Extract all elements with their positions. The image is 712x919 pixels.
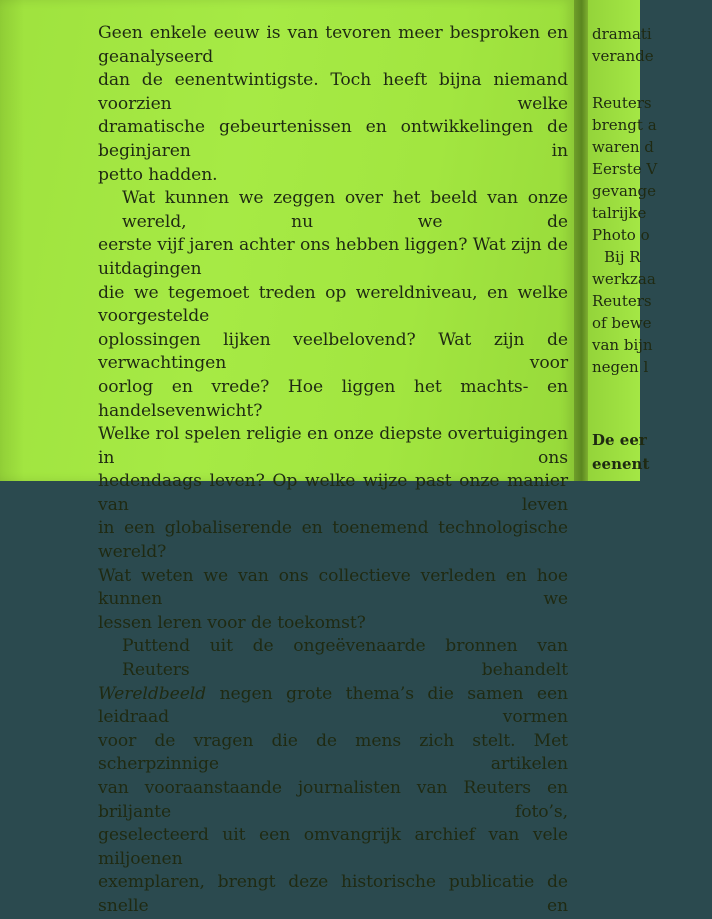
right-text-fragment: Bij R [604,248,641,266]
text-line [98,683,568,730]
right-text-fragment: gevange [592,182,657,200]
text-line: lessen leren voor de toekomst? [98,612,366,633]
right-text-fragment: talrijke [592,204,647,222]
text-line: die we tegemoet treden op wereldniveau, en welke voorgestelde [98,282,568,327]
paragraph-3 [98,635,568,918]
right-text-fragment: of bewe [592,314,652,332]
book-title: Wereldbeeld [98,683,207,704]
text-line: in een globaliserende en toenemend technologische wereld? [98,518,568,563]
text-line: Geen enkele eeuw is van tevoren meer besproken en geanalyseerd [98,23,568,67]
text-line: van vooraanstaande journalisten van Reuters en briljante foto’s, [98,778,568,822]
text-line: geselecteerd uit een omvangrijk archief van vele miljoenen [98,825,568,869]
text-line: Wat weten we van ons collectieve verleden en hoe kunnen we [98,565,568,610]
text-line: exemplaren, brengt deze historische publicatie de snelle en [98,872,568,916]
text-line: Welke rol spelen religie en onze diepste overtuigingen in ons [98,424,568,468]
right-text-fragment: De eer [592,431,647,449]
right-text-fragment: werkzaa [592,270,656,288]
right-text-fragment: verande [592,47,654,65]
text-line: oplossingen lijken veelbelovend? Wat zijn de verwachtingen voor [98,329,568,374]
text-line: petto hadden. [98,164,218,185]
text-line: Puttend uit de ongeëvenaarde bronnen van Reuters behandelt [122,636,568,681]
page-edge-shadow [0,0,24,481]
right-text-fragment: negen l [592,358,649,376]
paragraph-1 [98,22,568,187]
right-text-fragment: Eerste V [592,160,658,178]
text-line: eerste vijf jaren achter ons hebben liggen? Wat zijn de uitdagingen [98,235,568,279]
right-text-fragment: eenent [592,455,650,473]
paragraph-2 [98,187,568,635]
text-line: dramatische gebeurtenissen en ontwikkelingen de beginjaren in [98,117,568,161]
right-text-fragment: Reuters [592,94,652,112]
text-line: oorlog en vrede? Hoe liggen het machts- en handelsevenwicht? [98,376,568,421]
right-text-fragment: waren d [592,138,654,156]
right-text-fragment: Photo o [592,226,650,244]
right-text-fragment: brengt a [592,116,657,134]
page-gutter [574,0,588,481]
text-line: dan de eenentwintigste. Toch heeft bijna niemand voorzien welke [98,70,568,114]
right-text-fragment: Reuters [592,292,652,310]
right-text-fragment: dramati [592,25,652,43]
text-line-rest: negen grote thema’s die samen een leidraad vormen [98,683,568,728]
main-text-column [98,22,568,919]
text-line: voor de vragen die de mens zich stelt. Met scherpzinnige artikelen [98,730,568,775]
text-line: Wat kunnen we zeggen over het beeld van onze wereld, nu we de [122,188,568,232]
text-line: hedendaags leven? Op welke wijze past onze manier van leven [98,471,568,515]
right-text-fragment: van bijn [592,336,653,354]
